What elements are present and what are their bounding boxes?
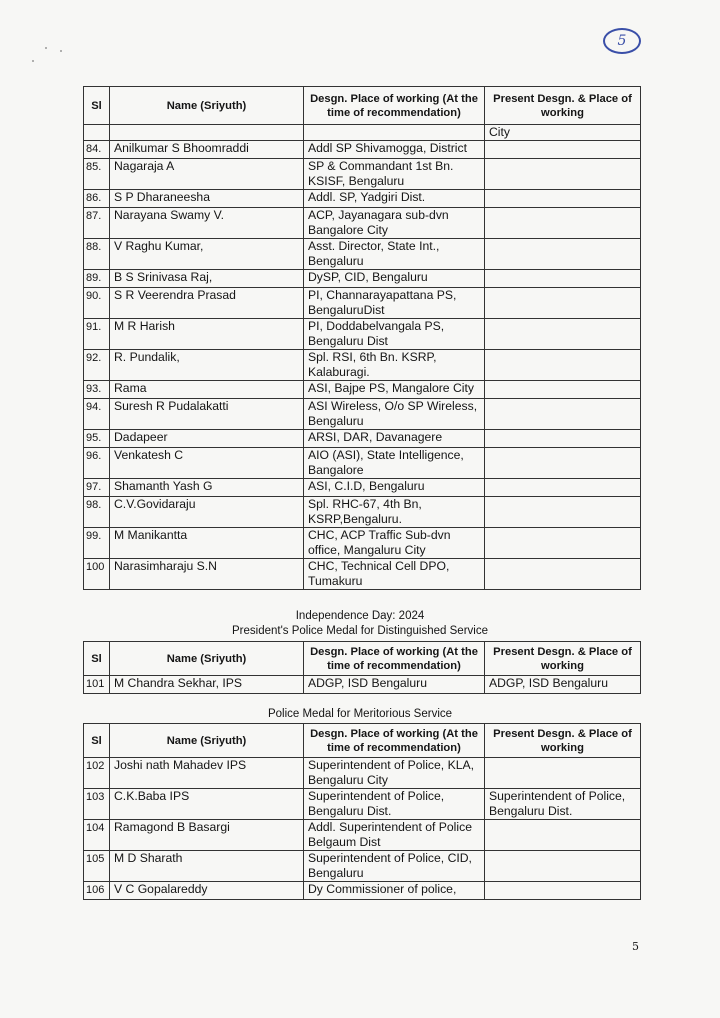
row-name: S R Veerendra Prasad [110, 288, 304, 319]
scan-speck [60, 50, 62, 52]
row-designation: Addl SP Shivamogga, District [304, 141, 485, 159]
row-name: Rama [110, 381, 304, 399]
table-row [84, 758, 641, 789]
col-header-sl: Sl [84, 724, 110, 758]
row-present-designation: ADGP, ISD Bengaluru [485, 676, 641, 694]
table-row [84, 141, 641, 159]
row-sl-number: 84. [84, 141, 110, 159]
row-present-designation [485, 350, 641, 381]
row-present-designation [485, 288, 641, 319]
row-sl-number: 91. [84, 319, 110, 350]
row-sl-number: 93. [84, 381, 110, 399]
row-designation: DySP, CID, Bengaluru [304, 270, 485, 288]
row-name: R. Pundalik, [110, 350, 304, 381]
col-header-designation: Desgn. Place of working (At the time of recommendation) [304, 724, 485, 758]
table-row [84, 381, 641, 399]
row-present-designation [485, 479, 641, 497]
row-sl-number: 87. [84, 208, 110, 239]
col-header-name: Name (Sriyuth) [110, 642, 304, 676]
row-name: Ramagond B Basargi [110, 820, 304, 851]
table-row [84, 350, 641, 381]
row-name: Shamanth Yash G [110, 479, 304, 497]
table-row [84, 430, 641, 448]
row-present-designation [485, 381, 641, 399]
table-row [84, 497, 641, 528]
row-sl-number: 94. [84, 399, 110, 430]
row-designation: Spl. RSI, 6th Bn. KSRP, Kalaburagi. [304, 350, 485, 381]
page-number: 5 [632, 940, 639, 953]
row-designation: ASI, Bajpe PS, Mangalore City [304, 381, 485, 399]
row-name: C.V.Govidaraju [110, 497, 304, 528]
scan-speck [32, 60, 34, 62]
row-sl-number: 100 [84, 559, 110, 590]
row-designation: AIO (ASI), State Intelligence, Bangalore [304, 448, 485, 479]
col-header-designation: Desgn. Place of working (At the time of recommendation) [304, 87, 485, 125]
col-header-designation: Desgn. Place of working (At the time of recommendation) [304, 642, 485, 676]
table-row [84, 479, 641, 497]
row-sl-number: 103 [84, 789, 110, 820]
row-sl-number: 105 [84, 851, 110, 882]
row-sl-number: 99. [84, 528, 110, 559]
row-present-designation [485, 399, 641, 430]
col-header-present: Present Desgn. & Place of working [485, 642, 641, 676]
row-name: M D Sharath [110, 851, 304, 882]
carry-over-cell [304, 125, 485, 141]
row-name: Joshi nath Mahadev IPS [110, 758, 304, 789]
row-sl-number: 90. [84, 288, 110, 319]
row-name: Anilkumar S Bhoomraddi [110, 141, 304, 159]
carry-over-cell [84, 125, 110, 141]
row-designation: CHC, ACP Traffic Sub-dvn office, Mangaluru City [304, 528, 485, 559]
table-row [84, 319, 641, 350]
col-header-sl: Sl [84, 642, 110, 676]
row-present-designation [485, 270, 641, 288]
row-designation: PI, Doddabelvangala PS, Bengaluru Dist [304, 319, 485, 350]
row-designation: Dy Commissioner of police, [304, 882, 485, 900]
row-designation: Addl. Superintendent of Police Belgaum Dist [304, 820, 485, 851]
distinguished-service-table [83, 641, 641, 694]
row-sl-number: 106 [84, 882, 110, 900]
page-mark-stamp: 5 [603, 28, 641, 54]
table-row [84, 399, 641, 430]
table-row [84, 159, 641, 190]
row-designation: Addl. SP, Yadgiri Dist. [304, 190, 485, 208]
row-sl-number: 86. [84, 190, 110, 208]
row-name: M R Harish [110, 319, 304, 350]
row-present-designation [485, 239, 641, 270]
row-designation: ADGP, ISD Bengaluru [304, 676, 485, 694]
row-sl-number: 102 [84, 758, 110, 789]
row-present-designation [485, 159, 641, 190]
table-row [84, 559, 641, 590]
row-present-designation [485, 851, 641, 882]
carry-over-cell [110, 125, 304, 141]
row-sl-number: 96. [84, 448, 110, 479]
row-sl-number: 89. [84, 270, 110, 288]
row-designation: Spl. RHC-67, 4th Bn, KSRP,Bengaluru. [304, 497, 485, 528]
row-present-designation [485, 430, 641, 448]
table-row [84, 789, 641, 820]
row-sl-number: 104 [84, 820, 110, 851]
row-designation: Asst. Director, State Int., Bengaluru [304, 239, 485, 270]
meritorious-service-table [83, 723, 641, 900]
row-name: V Raghu Kumar, [110, 239, 304, 270]
row-sl-number: 97. [84, 479, 110, 497]
table-row [84, 676, 641, 694]
row-designation: ASI, C.I.D, Bengaluru [304, 479, 485, 497]
row-present-designation [485, 208, 641, 239]
table-row [84, 820, 641, 851]
table-row [84, 851, 641, 882]
row-name: C.K.Baba IPS [110, 789, 304, 820]
section-heading-meritorious-service: Police Medal for Meritorious Service [267, 708, 453, 720]
row-present-designation [485, 559, 641, 590]
row-name: Suresh R Pudalakatti [110, 399, 304, 430]
row-designation: Superintendent of Police, Bengaluru Dist. [304, 789, 485, 820]
row-present-designation [485, 319, 641, 350]
section-subheading-distinguished-service: President's Police Medal for Distinguished Service [232, 625, 488, 637]
row-name: V C Gopalareddy [110, 882, 304, 900]
carry-over-text: City [485, 125, 641, 141]
table-row [84, 448, 641, 479]
col-header-present: Present Desgn. & Place of working [485, 724, 641, 758]
row-name: M Manikantta [110, 528, 304, 559]
row-name: Nagaraja A [110, 159, 304, 190]
col-header-present: Present Desgn. & Place of working [485, 87, 641, 125]
table-row [84, 270, 641, 288]
row-sl-number: 101 [84, 676, 110, 694]
awardees-table-continued [83, 86, 641, 590]
row-present-designation [485, 141, 641, 159]
row-present-designation [485, 528, 641, 559]
row-name: B S Srinivasa Raj, [110, 270, 304, 288]
table-row [84, 208, 641, 239]
row-name: Narayana Swamy V. [110, 208, 304, 239]
row-name: Narasimharaju S.N [110, 559, 304, 590]
row-designation: Superintendent of Police, CID, Bengaluru [304, 851, 485, 882]
row-present-designation [485, 820, 641, 851]
table-row [84, 882, 641, 900]
row-sl-number: 92. [84, 350, 110, 381]
row-name: Venkatesh C [110, 448, 304, 479]
row-designation: PI, Channarayapattana PS, BengaluruDist [304, 288, 485, 319]
col-header-name: Name (Sriyuth) [110, 724, 304, 758]
table-row [84, 239, 641, 270]
row-sl-number: 85. [84, 159, 110, 190]
scan-speck [45, 47, 47, 49]
row-present-designation [485, 758, 641, 789]
row-designation: ASI Wireless, O/o SP Wireless, Bengaluru [304, 399, 485, 430]
row-designation: ACP, Jayanagara sub-dvn Bangalore City [304, 208, 485, 239]
section-heading-independence-day: Independence Day: 2024 [295, 610, 425, 622]
row-name: S P Dharaneesha [110, 190, 304, 208]
row-present-designation [485, 882, 641, 900]
row-present-designation [485, 497, 641, 528]
row-designation: CHC, Technical Cell DPO, Tumakuru [304, 559, 485, 590]
row-sl-number: 88. [84, 239, 110, 270]
table-row [84, 288, 641, 319]
col-header-name: Name (Sriyuth) [110, 87, 304, 125]
table-row [84, 190, 641, 208]
row-sl-number: 95. [84, 430, 110, 448]
row-designation: ARSI, DAR, Davanagere [304, 430, 485, 448]
row-name: M Chandra Sekhar, IPS [110, 676, 304, 694]
row-name: Dadapeer [110, 430, 304, 448]
row-present-designation [485, 190, 641, 208]
table-row [84, 528, 641, 559]
row-designation: SP & Commandant 1st Bn. KSISF, Bengaluru [304, 159, 485, 190]
row-designation: Superintendent of Police, KLA, Bengaluru City [304, 758, 485, 789]
row-sl-number: 98. [84, 497, 110, 528]
row-present-designation: Superintendent of Police, Bengaluru Dist. [485, 789, 641, 820]
row-present-designation [485, 448, 641, 479]
col-header-sl: Sl [84, 87, 110, 125]
